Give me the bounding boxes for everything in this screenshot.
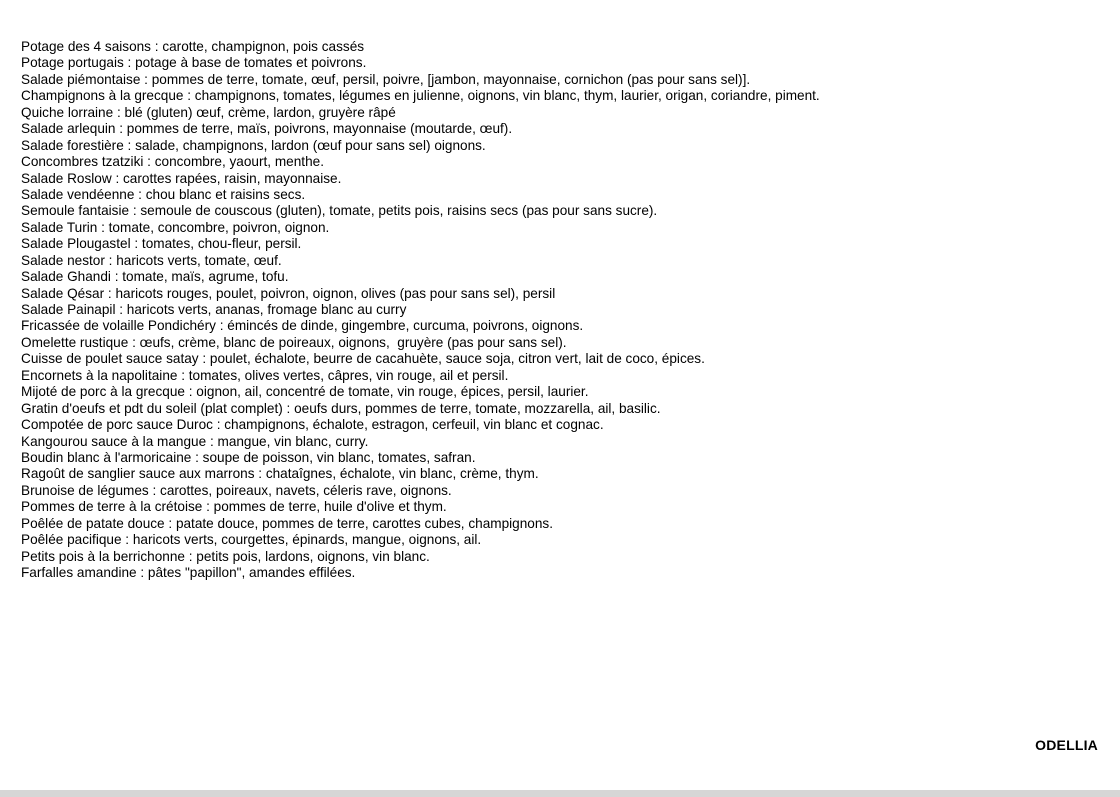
recipe-line: Salade Plougastel : tomates, chou-fleur, persil. (21, 236, 302, 252)
recipe-line: Salade Turin : tomate, concombre, poivron, oignon. (21, 219, 330, 235)
recipe-line: Salade Ghandi : tomate, maïs, agrume, tofu. (21, 269, 289, 285)
recipe-line: Concombres tzatziki : concombre, yaourt, menthe. (21, 154, 324, 170)
recipe-line: Salade arlequin : pommes de terre, maïs, poivrons, mayonnaise (moutarde, œuf). (21, 121, 513, 137)
brand-footer: ODELLIA (1035, 737, 1098, 753)
recipe-list (21, 39, 820, 581)
recipe-line: Poêlée de patate douce : patate douce, pommes de terre, carottes cubes, champignons. (21, 515, 554, 531)
recipe-line: Boudin blanc à l'armoricaine : soupe de poisson, vin blanc, tomates, safran. (21, 449, 476, 465)
recipe-line: Potage portugais : potage à base de tomates et poivrons. (21, 55, 367, 71)
recipe-line: Salade Roslow : carottes rapées, raisin, mayonnaise. (21, 170, 342, 186)
recipe-line: Salade vendéenne : chou blanc et raisins secs. (21, 186, 306, 202)
recipe-line: Quiche lorraine : blé (gluten) œuf, crème, lardon, gruyère râpé (21, 104, 396, 120)
recipe-line: Petits pois à la berrichonne : petits pois, lardons, oignons, vin blanc. (21, 548, 430, 564)
recipe-line: Champignons à la grecque : champignons, tomates, légumes en julienne, oignons, vin blanc, thym, laurier, origan, coriandre, piment. (21, 88, 820, 104)
recipe-line: Ragoût de sanglier sauce aux marrons : chataîgnes, échalote, vin blanc, crème, thym. (21, 466, 539, 482)
page-bottom-edge (0, 790, 1120, 797)
recipe-line: Poêlée pacifique : haricots verts, courgettes, épinards, mangue, oignons, ail. (21, 532, 482, 548)
recipe-line: Compotée de porc sauce Duroc : champignons, échalote, estragon, cerfeuil, vin blanc et cognac. (21, 417, 604, 433)
recipe-line: Pommes de terre à la crétoise : pommes de terre, huile d'olive et thym. (21, 499, 447, 515)
recipe-line: Potage des 4 saisons : carotte, champignon, pois cassés (21, 39, 365, 54)
recipe-line: Omelette rustique : œufs, crème, blanc de poireaux, oignons, gruyère (pas pour sans sel). (21, 334, 567, 350)
recipe-line: Salade Qésar : haricots rouges, poulet, poivron, oignon, olives (pas pour sans sel), persil (21, 285, 556, 301)
recipe-line: Salade piémontaise : pommes de terre, tomate, œuf, persil, poivre, [jambon, mayonnaise, cornichon (pas pour sans sel)]. (21, 71, 751, 87)
recipe-line: Brunoise de légumes : carottes, poireaux, navets, céleris rave, oignons. (21, 482, 452, 498)
recipe-line: Mijoté de porc à la grecque : oignon, ail, concentré de tomate, vin rouge, épices, persil, laurier. (21, 384, 589, 400)
recipe-line: Salade Painapil : haricots verts, ananas, fromage blanc au curry (21, 302, 407, 317)
recipe-line: Farfalles amandine : pâtes "papillon", amandes effilées. (21, 565, 356, 580)
recipe-line: Cuisse de poulet sauce satay : poulet, échalote, beurre de cacahuète, sauce soja, citron vert, lait de coco, épices. (21, 351, 705, 367)
recipe-line: Kangourou sauce à la mangue : mangue, vin blanc, curry. (21, 433, 369, 449)
recipe-line: Semoule fantaisie : semoule de couscous (gluten), tomate, petits pois, raisins secs (pas pour sans sucre). (21, 203, 658, 219)
recipe-line: Salade forestière : salade, champignons, lardon (œuf pour sans sel) oignons. (21, 137, 486, 153)
recipe-line: Gratin d'oeufs et pdt du soleil (plat complet) : oeufs durs, pommes de terre, tomate, mozzarella, ail, basilic. (21, 400, 661, 416)
recipe-line: Fricassée de volaille Pondichéry : émincés de dinde, gingembre, curcuma, poivrons, oignons. (21, 318, 584, 334)
recipe-line: Salade nestor : haricots verts, tomate, œuf. (21, 252, 282, 268)
recipe-line: Encornets à la napolitaine : tomates, olives vertes, câpres, vin rouge, ail et persil. (21, 367, 509, 383)
